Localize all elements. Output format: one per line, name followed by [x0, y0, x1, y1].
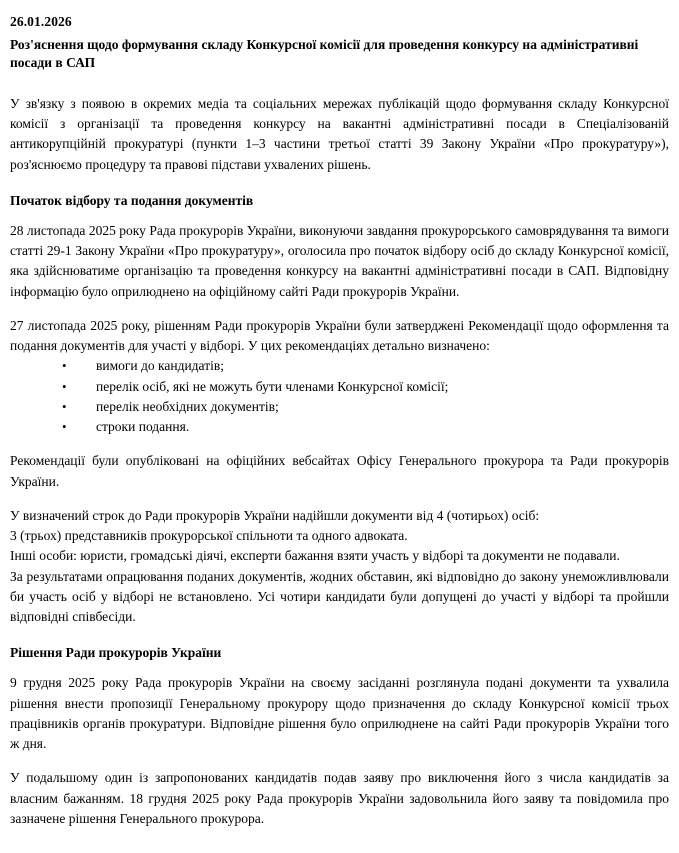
requirements-list	[10, 356, 669, 437]
list-item: • перелік необхідних документів;	[10, 397, 669, 417]
section-1-line-3: Інші особи: юристи, громадські діячі, експерти бажання взяти участь у відборі та документи не подавали.	[10, 548, 620, 564]
section-1-paragraph-1: 28 листопада 2025 року Рада прокурорів України, виконуючи завдання прокурорського самоврядування та вимоги статті 29-1 Закону України «Про прокуратуру», оголосила про початок відбору осіб до складу Конкурсної комісії, яка здійснюватиме організацію та проведення конкурсу на вакантні адміністративні посади в САП. Відповідну інформацію було оприлюднено на офіційному сайті Ради прокурорів України.	[10, 222, 669, 299]
section-1-paragraph-3: Рекомендації були опубліковані на офіційних вебсайтах Офісу Генерального прокурора та Ради прокурорів України.	[10, 453, 669, 489]
section-1-line-1: У визначений строк до Ради прокурорів України надійшли документи від 4 (чотирьох) осіб:	[10, 507, 540, 523]
page-title: Роз'яснення щодо формування складу Конкурсної комісії для проведення конкурсу на адміністративні посади в САП	[10, 37, 639, 70]
list-item: • перелік осіб, які не можуть бути членами Конкурсної комісії;	[10, 377, 669, 397]
intro-paragraph: У зв'язку з появою в окремих медіа та соціальних мережах публікацій щодо формування складу Конкурсної комісії з організації та проведення конкурсу на вакантні адміністративні посади в Спеціалізованій антикорупційній прокуратурі (пункти 1–3 частини третьої статті 39 Закону України «Про прокуратуру»), роз'яснюємо процедуру та правові підстави ухвалених рішень.	[10, 95, 669, 172]
section-1-block	[10, 506, 669, 628]
publication-date: 26.01.2026	[10, 14, 72, 29]
list-item: • строки подання.	[10, 417, 669, 437]
section-1-line-2: 3 (трьох) представників прокурорської спільноти та одного адвоката.	[10, 528, 408, 544]
section-heading-2: Рішення Ради прокурорів України	[10, 645, 222, 661]
section-1-line-4: За результатами опрацювання поданих документів, жодних обставин, які відповідно до закону унеможливлювали би участь осіб у відборі не встановлено. Усі чотири кандидати були допущені до участі у відборі та пройшли відповідні співбесіди.	[10, 568, 669, 625]
section-2-paragraph-1: 9 грудня 2025 року Рада прокурорів України на своєму засіданні розглянула подані документи та ухвалила рішення внести пропозиції Генеральному прокурору щодо призначення до складу Конкурсної комісії трьох працівників органів прокуратури. Відповідне рішення було оприлюднене на сайті Ради прокурорів України того ж дня.	[10, 675, 669, 752]
section-2-paragraph-2: У подальшому один із запропонованих кандидатів подав заяву про виключення його з числа кандидатів за власним бажанням. 18 грудня 2025 року Рада прокурорів України задовольнила його заяву та повідомила про зазначене рішення Генерального прокурора.	[10, 770, 669, 826]
section-1-paragraph-2: 27 листопада 2025 року, рішенням Ради прокурорів України були затверджені Рекомендації щодо оформлення та подання документів для участі у відборі. У цих рекомендаціях детально визначено:	[10, 317, 669, 354]
section-heading-1: Початок відбору та подання документів	[10, 192, 254, 208]
list-item: • вимоги до кандидатів;	[10, 356, 669, 376]
